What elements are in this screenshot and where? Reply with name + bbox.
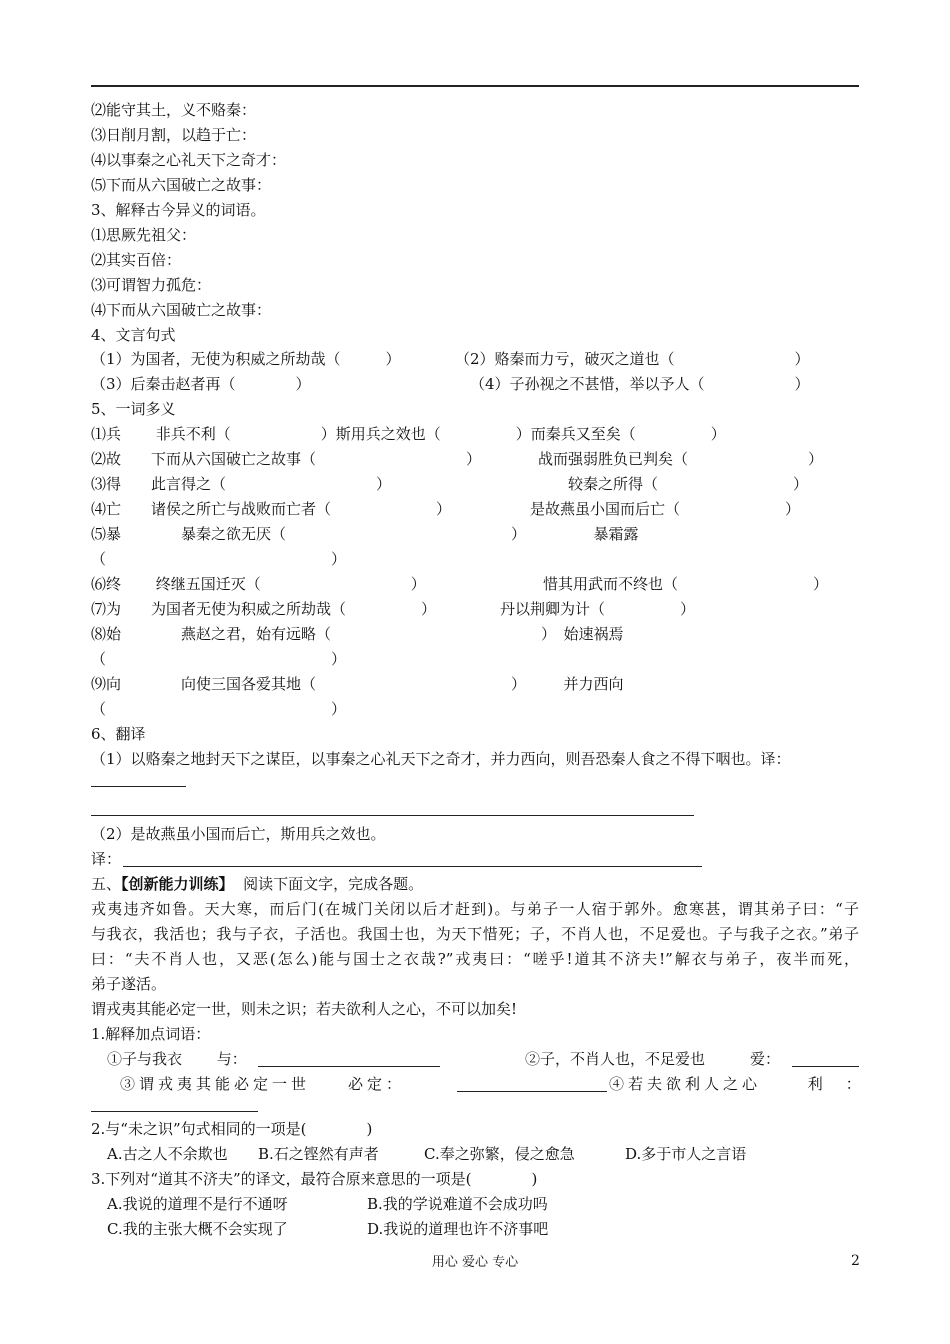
s5-q2-option: D.多于市人之言语 xyxy=(625,1145,747,1163)
passage-line: 弟子遂活。 xyxy=(91,975,167,993)
q5-row-wang-a: ⑷亡 诸侯之所亡与战败而亡者（ ） xyxy=(91,500,452,518)
passage-line: 曰：“夫不肖人也，又恶(怎么)能与国士之衣哉?”戎夷曰：“嗟乎!道其不济夫!”解衣与弟子，夜半而死， xyxy=(91,950,859,968)
q3-item: ⑵其实百倍： xyxy=(91,251,182,269)
header-rule xyxy=(91,85,859,87)
q2-item-3: ⑶日削月割，以趋于亡： xyxy=(91,126,257,144)
s5-q3-option: B.我的学说难道不会成功吗 xyxy=(367,1195,548,1213)
s5-q3-option: C.我的主张大概不会实现了 xyxy=(107,1220,288,1238)
q2-item-5: ⑸下而从六国破亡之故事： xyxy=(91,176,272,194)
answer-line[interactable] xyxy=(123,866,702,867)
passage-line: 戎夷违齐如鲁。天大寒，而后门(在城门关闭以后才赶到)。与弟子一人宿于郭外。愈寒甚，谓其弟子曰：“子 xyxy=(91,900,859,918)
s5-q2-option: C.奉之弥繁，侵之愈急 xyxy=(424,1145,575,1163)
q5-row-zhong-b: 惜其用武而不终也（ ） xyxy=(543,575,829,593)
section-title-bold: 【创新能力训练】 xyxy=(121,875,234,893)
q3-item: ⑴思厥先祖父： xyxy=(91,226,197,244)
q5-row-de-a: ⑶得 此言得之（ ） xyxy=(91,475,392,493)
q5-row-bing: ⑴兵 非兵不利（ ）斯用兵之效也（ ）而秦兵又至矣（ ） xyxy=(91,425,726,443)
q5-row-xiang-b: （ ） xyxy=(91,700,347,718)
s5-question-1: 1.解释加点词语： xyxy=(91,1025,211,1043)
section-number: 五、 xyxy=(91,875,122,893)
q4-row2a: （3）后秦击赵者再（ ） xyxy=(91,375,311,393)
s5-q1-item-a: ①子与我衣 与： xyxy=(107,1050,247,1068)
q4-title: 4、文言句式 xyxy=(91,326,176,344)
q5-row-shi-b: （ ） xyxy=(91,650,347,668)
q5-row-wei-a: ⑺为 为国者无使为积威之所劫哉（ ） xyxy=(91,600,437,618)
q5-row-zhong-a: ⑹终 终继五国迁灭（ ） xyxy=(91,575,426,593)
q4-row1a: （1）为国者，无使为积威之所劫哉（ ） xyxy=(91,350,401,368)
q3-item: ⑷下而从六国破亡之故事： xyxy=(91,301,272,319)
q4-row1b: （2）赂秦而力亏，破灭之道也（ ） xyxy=(455,350,810,368)
answer-line[interactable] xyxy=(457,1091,607,1092)
section5-heading xyxy=(91,875,423,894)
passage-line: 与我衣，我活也；我与子衣，子活也。我国士也，为天下惜死；子，不肖人也，不足爱也。子与我子之衣。”弟子 xyxy=(91,925,859,943)
answer-line[interactable] xyxy=(91,1111,258,1112)
q3-title: 3、解释古今异义的词语。 xyxy=(91,201,266,219)
s5-q3-option: D.我说的道理也许不济事吧 xyxy=(367,1220,549,1238)
q2-item-2: ⑵能守其土，义不赂秦： xyxy=(91,101,257,119)
q6-sentence-1: （1）以赂秦之地封天下之谋臣，以事秦之心礼天下之奇才，并力西向，则吾恐秦人食之不得下咽也。译： xyxy=(91,750,791,768)
s5-q1-item-c: ③谓戎夷其能必定一世 必定： xyxy=(120,1075,406,1093)
q5-row-gu-a: ⑵故 下而从六国破亡之故事（ ） xyxy=(91,450,482,468)
q6-yi-label: 译： xyxy=(91,850,122,868)
q5-row-gu-b: 战而强弱胜负已判矣（ ） xyxy=(538,450,824,468)
page-number: 2 xyxy=(851,1253,860,1269)
q3-item: ⑶可谓智力孤危： xyxy=(91,276,212,294)
q4-row2b: （4）子孙视之不甚惜，举以予人（ ） xyxy=(470,375,810,393)
section-instruction: 阅读下面文字，完成各题。 xyxy=(243,875,424,893)
q5-row-xiang: ⑼向 向使三国各爱其地（ ） 并力西向 xyxy=(91,675,624,693)
s5-question-3: 3.下列对“道其不济夫”的译文，最符合原来意思的一项是( ) xyxy=(91,1170,538,1188)
q5-row-wang-b: 是故燕虽小国而后亡（ ） xyxy=(530,500,801,518)
s5-q2-option: B.石之铿然有声者 xyxy=(258,1145,379,1163)
q5-row-bao: ⑸暴 暴秦之欲无厌（ ） 暴霜露 xyxy=(91,525,639,543)
s5-q1-item-b: ②子，不肖人也，不足爱也 爱： xyxy=(525,1050,781,1068)
answer-line[interactable] xyxy=(91,786,186,787)
q5-row-wei-b: 丹以荆卿为计（ ） xyxy=(500,600,696,618)
passage-line: 谓戎夷其能必定一世，则未之识；若夫欲利人之心，不可以加矣! xyxy=(91,1000,518,1018)
q5-row-shi: ⑻始 燕赵之君，始有远略（ ） 始速祸焉 xyxy=(91,625,624,643)
answer-line[interactable] xyxy=(258,1066,440,1067)
s5-question-2: 2.与“未之识”句式相同的一项是( ) xyxy=(91,1120,373,1138)
q5-row-bao-b: （ ） xyxy=(91,550,347,568)
q5-title: 5、一词多义 xyxy=(91,400,176,418)
q6-title: 6、翻译 xyxy=(91,725,146,743)
page-footer: 用心 爱心 专心 xyxy=(431,1255,519,1270)
s5-q3-option: A.我说的道理不是行不通呀 xyxy=(107,1195,288,1213)
q5-row-de-b: 较秦之所得（ ） xyxy=(568,475,809,493)
q6-sentence-2: （2）是故燕虽小国而后亡，斯用兵之效也。 xyxy=(91,825,386,843)
s5-q1-item-d: ④若夫欲利人之心 利 ： xyxy=(609,1075,865,1093)
s5-q2-option: A.古之人不余欺也 xyxy=(107,1145,228,1163)
answer-line[interactable] xyxy=(792,1066,859,1067)
answer-line[interactable] xyxy=(91,815,694,816)
q2-item-4: ⑷以事秦之心礼天下之奇才： xyxy=(91,151,287,169)
